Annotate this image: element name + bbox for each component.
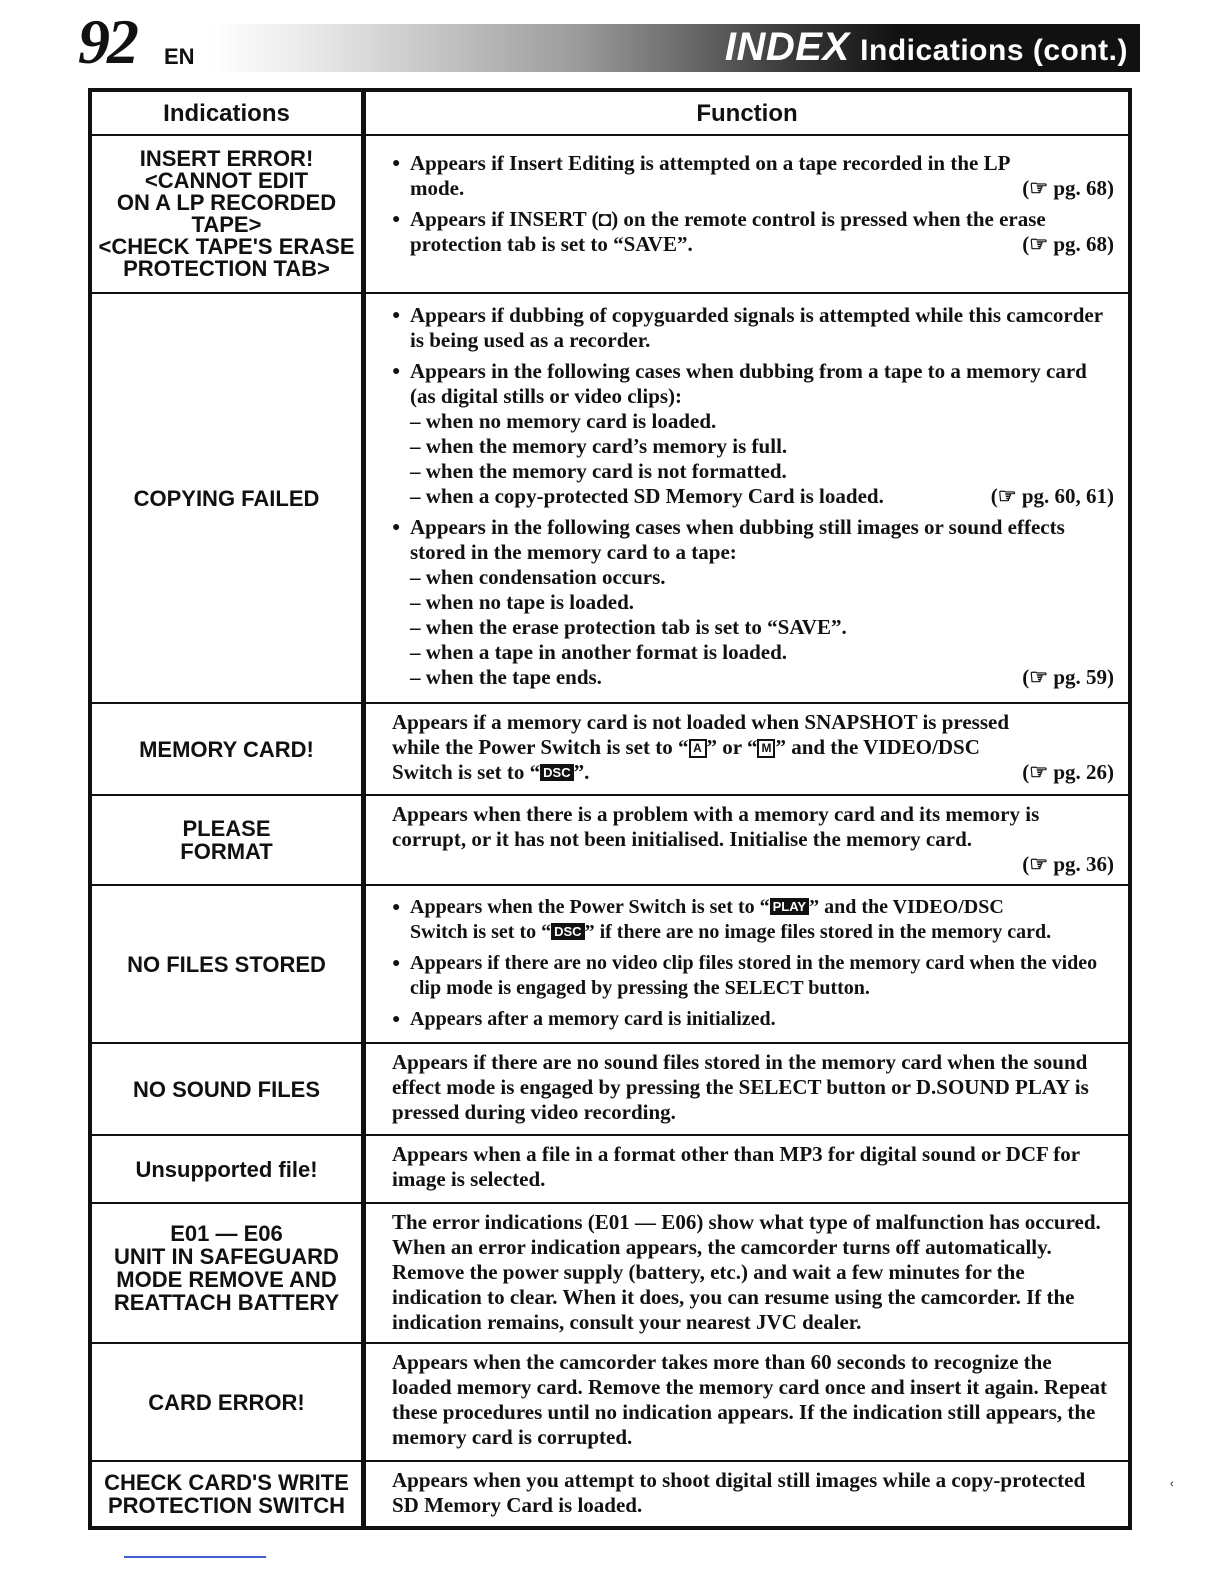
indication-cell <box>92 136 366 292</box>
margin-mark: ‹ <box>1170 1478 1174 1490</box>
text-line: ● Appears in the following cases when dubbing still images or sound effects stored in the memory card to a tape: <box>410 515 1065 564</box>
table-row <box>92 1134 1128 1202</box>
text-paragraph: Appears when you attempt to shoot digital still images while a copy-protected SD Memory Card is loaded. <box>392 1468 1086 1517</box>
dsc-icon: DSC <box>540 764 573 781</box>
header-function: Function <box>696 99 798 127</box>
page-number: 92 <box>78 6 136 77</box>
footer-rule <box>124 1556 266 1558</box>
table-header <box>92 92 1128 134</box>
text-paragraph: Appears when the camcorder takes more than 60 seconds to recognize the loaded memory card. Remove the memory card once and insert it again. Repeat these procedures until no indication appears. If the indication still appears, the memory card is corrupted. <box>392 1350 1108 1449</box>
indication-line: <CANNOT EDIT <box>144 168 309 193</box>
bullet-item <box>392 207 1114 257</box>
indication-cell <box>92 796 366 884</box>
text-line: Switch is set to “ <box>410 921 552 943</box>
indications-table <box>88 88 1132 1530</box>
function-cell <box>366 704 1128 794</box>
play-icon: PLAY <box>770 898 809 915</box>
table-row <box>92 1460 1128 1526</box>
list-item: – when condensation occurs. <box>410 565 666 589</box>
indication-line: FORMAT <box>180 839 273 864</box>
indication-line: <CHECK TAPE'S ERASE <box>98 234 355 259</box>
indication-line: ON A LP RECORDED <box>116 190 337 215</box>
bullet-item: ● Appears after a memory card is initialized. <box>392 1007 1120 1032</box>
function-cell <box>366 886 1128 1042</box>
title-sub: Indications (cont.) <box>860 34 1128 67</box>
text-line: Appears if a memory card is not loaded when SNAPSHOT is pressed <box>392 710 1010 734</box>
text-line: Switch is set to “ <box>392 760 541 784</box>
indication-line: PROTECTION SWITCH <box>107 1493 346 1518</box>
language-code: EN <box>164 44 195 69</box>
table-row <box>92 292 1128 702</box>
list-item: – when the tape ends. <box>410 665 602 689</box>
indication-line: NO SOUND FILES <box>132 1076 320 1102</box>
function-cell <box>366 1204 1128 1342</box>
text-line: Appears when the Power Switch is set to “ <box>410 896 770 918</box>
page-reference: (☞ pg. 26) <box>1022 760 1114 784</box>
indication-cell <box>92 1044 366 1134</box>
indication-line: NO FILES STORED <box>127 951 326 977</box>
list-item: – when no memory card is loaded. <box>410 409 717 433</box>
list-item: – when the memory card’s memory is full. <box>410 434 788 458</box>
list-item: – when the memory card is not formatted. <box>410 459 787 483</box>
text-paragraph: Appears when a file in a format other than MP3 for digital sound or DCF for image is selected. <box>392 1142 1080 1191</box>
indication-cell <box>92 1204 366 1342</box>
indication-cell <box>92 886 366 1042</box>
indication-line: TAPE> <box>191 212 262 237</box>
table-row <box>92 1342 1128 1460</box>
text-line: ) on the remote control is pressed when the erase <box>611 207 1046 231</box>
list-item: – when no tape is loaded. <box>410 590 635 614</box>
insert-icon: ◘ <box>598 207 612 231</box>
indication-line: PROTECTION TAB> <box>123 256 330 281</box>
table-row <box>92 1042 1128 1134</box>
table-row <box>92 794 1128 884</box>
indication-cell <box>92 294 366 702</box>
page-reference: (☞ pg. 36) <box>1022 852 1114 876</box>
indication-cell <box>92 1344 366 1460</box>
text-line: ● Appears in the following cases when dubbing from a tape to a memory card (as digital stills or video clips): <box>410 359 1087 408</box>
text-line: ” or “ <box>706 735 758 759</box>
function-cell <box>366 294 1128 702</box>
function-cell <box>366 796 1128 884</box>
table-row <box>92 1202 1128 1342</box>
manual-mode-icon: M <box>757 739 775 758</box>
indication-line: Unsupported file! <box>135 1156 318 1182</box>
indication-cell <box>92 1136 366 1202</box>
text-line: Appears if INSERT ( <box>410 207 599 231</box>
bullet-item <box>392 359 1114 509</box>
bullet-item: ● Appears if dubbing of copyguarded signals is attempted while this camcorder is being used as a recorder. <box>392 303 1114 353</box>
indication-cell <box>92 704 366 794</box>
text-paragraph: The error indications (E01 — E06) show what type of malfunction has occured. When an error indication appears, the camcorder turns off automatically. Remove the power supply (battery, etc.) and wait a few minutes for the indication to clear. When it does, you can resume using the camcorder. If the indication remains, consult your nearest JVC dealer. <box>392 1210 1101 1334</box>
indication-line: MODE REMOVE AND <box>116 1267 337 1292</box>
bullet-item <box>392 151 1114 201</box>
list-item: – when a copy-protected SD Memory Card is loaded. <box>410 484 884 508</box>
text-line: ” if there are no image files stored in the memory card. <box>584 921 1052 943</box>
page-reference: (☞ pg. 60, 61) <box>990 484 1114 508</box>
indication-cell <box>92 1462 366 1526</box>
bullet-item: ● Appears if there are no video clip files stored in the memory card when the video clip mode is engaged by pressing the SELECT button. <box>392 951 1120 1001</box>
table-row <box>92 702 1128 794</box>
table-row <box>92 884 1128 1042</box>
function-cell <box>366 1344 1128 1460</box>
indication-line: INSERT ERROR! <box>139 146 314 171</box>
table-row <box>92 134 1128 292</box>
bullet-item <box>392 515 1114 690</box>
dsc-icon: DSC <box>551 923 584 940</box>
indication-line: CHECK CARD'S WRITE <box>104 1470 349 1495</box>
function-cell <box>366 1044 1128 1134</box>
page-title <box>725 22 1128 76</box>
indication-line: UNIT IN SAFEGUARD <box>114 1244 339 1269</box>
bullet-item <box>392 895 1120 945</box>
indication-line: MEMORY CARD! <box>139 736 314 762</box>
indication-line: CARD ERROR! <box>148 1389 305 1415</box>
header-indications: Indications <box>92 92 366 134</box>
page-reference: (☞ pg. 68) <box>1022 232 1114 256</box>
list-item: – when a tape in another format is loaded. <box>410 640 788 664</box>
text-line: while the Power Switch is set to “ <box>392 735 689 759</box>
text-line: ” and the VIDEO/DSC <box>809 896 1004 918</box>
title-index: INDEX <box>724 25 850 69</box>
indication-line: COPYING FAILED <box>133 485 320 511</box>
page-reference: (☞ pg. 59) <box>1022 665 1114 689</box>
indication-line: E01 — E06 <box>170 1221 283 1246</box>
function-cell <box>366 1136 1128 1202</box>
function-cell <box>366 1462 1128 1526</box>
function-cell <box>366 136 1128 292</box>
text-line: ”. <box>573 760 590 784</box>
text-line: mode. <box>410 176 465 200</box>
page-reference: (☞ pg. 68) <box>1022 176 1114 200</box>
text-paragraph: Appears when there is a problem with a memory card and its memory is corrupt, or it has not been initialised. Initialise the memory card. <box>392 802 1040 851</box>
text-line: protection tab is set to “SAVE”. <box>410 232 693 256</box>
indication-line: REATTACH BATTERY <box>113 1290 340 1315</box>
indication-line: PLEASE <box>182 816 271 841</box>
text-line: ” and the VIDEO/DSC <box>775 735 980 759</box>
text-line: ● Appears if Insert Editing is attempted on a tape recorded in the LP <box>410 151 1011 175</box>
text-paragraph: Appears if there are no sound files stored in the memory card when the sound effect mode is engaged by pressing the SELECT button or D.SOUND PLAY is pressed during video recording. <box>392 1050 1089 1124</box>
auto-mode-icon: A <box>689 739 707 758</box>
list-item: – when the erase protection tab is set to “SAVE”. <box>410 615 847 639</box>
